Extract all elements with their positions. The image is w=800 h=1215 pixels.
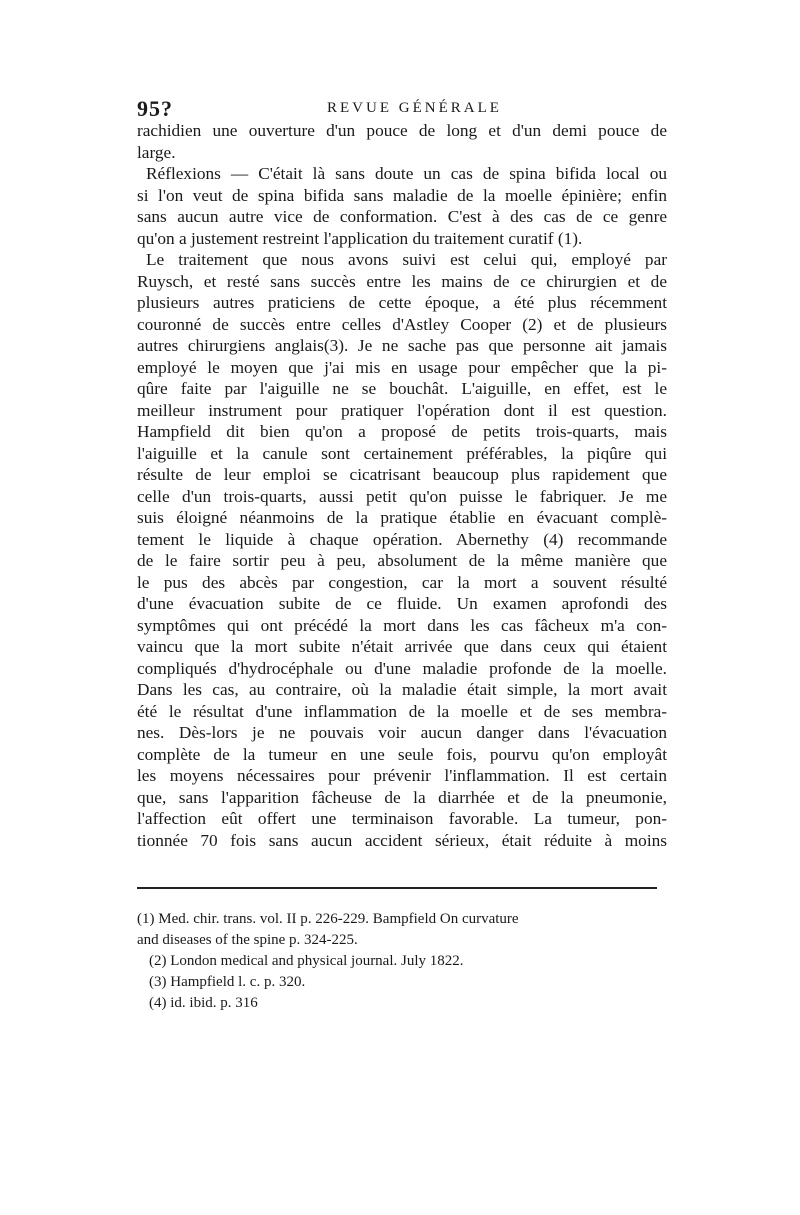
footnote-divider: [137, 887, 657, 889]
text-line: si l'on veut de spina bifida sans maladie de la moelle épinière; enfin: [137, 185, 667, 205]
text-line: compliqués d'hydrocéphale ou d'une maladie profonde de la moelle.: [137, 658, 667, 678]
text-line: l'affection eût offert une terminaison favorable. La tumeur, pon-: [137, 809, 667, 828]
page-number: 95?: [137, 96, 173, 121]
text-line: autres chirurgiens anglais(3). Je ne sache pas que personne ait jamais: [137, 336, 667, 355]
text-line: que, sans l'apparition fâcheuse de la diarrhée et de la pneumonie,: [137, 787, 667, 807]
text-line: Le traitement que nous avons suivi est celui qui, employé par: [146, 250, 667, 269]
text-line: l'aiguille et la canule sont certainement préférables, la piqûre qui: [137, 443, 667, 463]
footnote: (3) Hampfield l. c. p. 320.: [149, 974, 306, 990]
footnotes: [137, 909, 667, 1014]
text-line: large.: [137, 142, 176, 162]
footnote-continuation: and diseases of the spine p. 324-225.: [137, 932, 358, 948]
text-line: vaincu que la mort subite n'était arrivée que dans ceux qui étaient: [137, 637, 667, 656]
text-line: d'une évacuation subite de ce fluide. Un examen aprofondi des: [137, 594, 667, 613]
text-line: Ruysch, et resté sans succès entre les mains de ce chirurgien et de: [137, 271, 667, 291]
text-line: tement le liquide à chaque opération. Abernethy (4) recommande: [137, 529, 667, 549]
footnote: (1) Med. chir. trans. vol. II p. 226-229. Bampfield On curvature: [137, 911, 519, 927]
text-line: nes. Dès-lors je ne pouvais voir aucun danger dans l'évacuation: [137, 723, 667, 742]
footnote: (2) London medical and physical journal. July 1822.: [149, 953, 464, 969]
body-text: [137, 120, 667, 851]
text-line: les moyens nécessaires pour prévenir l'inflammation. Il est certain: [137, 766, 667, 785]
footnote: (4) id. ibid. p. 316: [149, 995, 258, 1011]
text-line: de le faire sortir peu à peu, absolument de la même manière que: [137, 551, 667, 570]
text-line: qu'on a justement restreint l'application du traitement curatif (1).: [137, 228, 583, 248]
text-line: tionnée 70 fois sans aucun accident sérieux, était réduite à moins: [137, 830, 667, 850]
text-line: meilleur instrument pour pratiquer l'opération dont il est question.: [137, 400, 667, 420]
text-line: suis éloigné néanmoins de la pratique établie en évacuant complè-: [137, 508, 667, 527]
text-line: employé le moyen que j'ai mis en usage pour empêcher que la pi-: [137, 357, 667, 377]
text-line: plusieurs autres praticiens de cette époque, a été plus récemment: [137, 293, 667, 312]
text-line: celle d'un trois-quarts, aussi petit qu'on puisse le fabriquer. Je me: [137, 486, 667, 506]
text-line: Hampfield dit bien qu'on a proposé de petits trois-quarts, mais: [137, 422, 667, 441]
text-line: été le résultat d'une inflammation de la moelle et de ses membra-: [137, 701, 667, 721]
text-line: Dans les cas, au contraire, où la maladie était simple, la mort avait: [137, 680, 667, 699]
text-line: résulte de leur emploi se cicatrisant beaucoup plus rapidement que: [137, 465, 667, 484]
text-line: sans aucun autre vice de conformation. C'est à des cas de ce genre: [137, 207, 667, 226]
text-line: qûre faite par l'aiguille ne se bouchât. L'aiguille, en effet, est le: [137, 379, 667, 398]
text-line: couronné de succès entre celles d'Astley Cooper (2) et de plusieurs: [137, 314, 667, 334]
text-line: symptômes qui ont précédé la mort dans les cas fâcheux m'a con-: [137, 615, 667, 635]
text-line: Réflexions — C'était là sans doute un cas de spina bifida local ou: [146, 164, 667, 183]
text-line: complète de la tumeur en une seule fois, pourvu qu'on employât: [137, 744, 667, 764]
running-head: REVUE GÉNÉRALE: [327, 100, 502, 116]
text-line: rachidien une ouverture d'un pouce de long et d'un demi pouce de: [137, 121, 667, 140]
text-line: le pus des abcès par congestion, car la mort a souvent résulté: [137, 572, 667, 592]
